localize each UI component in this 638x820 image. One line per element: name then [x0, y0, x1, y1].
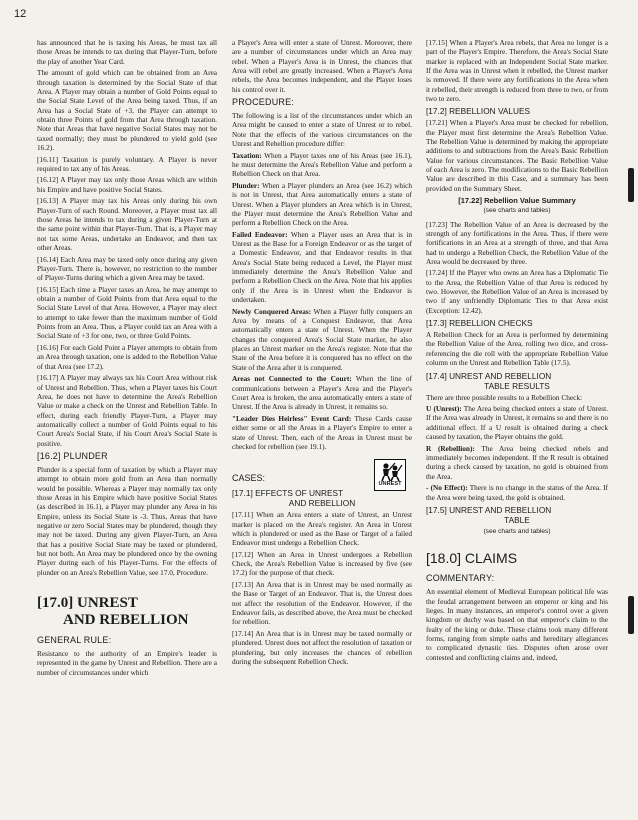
run-in-heading: U (Unrest): — [426, 404, 462, 414]
chapter-heading-line: AND REBELLION — [63, 612, 189, 629]
paragraph — [232, 414, 412, 451]
paragraph: An essential element of Medieval European political life was the feudal arrangement between an emperor or king and his lieges. In many instances, an emperor's control over a given kingdom or duchy was based on that emperor's claim to the fealty of the king or duke. These claims took many different forms, ranging from simple oaths and hereditary allegiances to complicated dynastic ties. Disputes often arose over contested and conflicting claims and, indeed, — [426, 587, 608, 662]
paragraph: [16.13] A Player may tax his Areas only during his own Player-Turn of each Round. Moreover, a Player must tax all those Areas he intends to tax during a given Player-Turn at the same point within that Player-Turn. That is, a Player may not tax some Areas, undertake an Endeavor, and then tax other Areas. — [37, 196, 217, 252]
paragraph: A Rebellion Check for an Area is performed by determining the Rebellion Value of the Area, rolling two dice, and cross-referencing the die roll with the appropriate Rebellion Value column on the Unrest and Rebellion Table (17.5). — [426, 330, 608, 368]
paragraph: has announced that he is taxing his Areas, he must tax all those Areas he intends to tax during that Player-Turn, before the play of another Year Card. — [37, 38, 217, 66]
paragraph — [232, 230, 412, 305]
paragraph: [16.14] Each Area may be taxed only once during any given Player-Turn. There is, however, no restriction to the number of Player-Turns during which a given Area may be taxed. — [37, 254, 217, 283]
summary-reference: (see charts and tables) — [483, 207, 551, 215]
case-heading-line: TABLE — [504, 514, 530, 525]
paragraph: [17.12] When an Area in Unrest undergoes a Rebellion Check, the Area's Rebellion Value is increased by five (see 17.2) for the purpose of that check. — [232, 549, 412, 578]
procedure-heading: PROCEDURE: — [232, 97, 295, 108]
paragraph-text: When a Player uses an Area that is in Unrest as the Base for a Foreign Endeavor or as the target of a Domestic Endeavor, and that Endeavor results in that Area's Social State being reduced a Level, the Player must immediately determine the Area's Rebellion Value and perform a Rebellion Check on the Area. Note that his applies only if the Area is in Unrest when the Endeavor is undertaken. — [232, 229, 412, 305]
paragraph — [426, 404, 608, 441]
run-in-heading: Newly Conquered Areas: — [232, 306, 312, 316]
run-in-heading: Failed Endeavor: — [232, 229, 288, 239]
case-heading-results — [426, 371, 608, 391]
case-heading-values: [17.2] REBELLION VALUES — [426, 106, 531, 117]
paragraph-text: These Cards cause either some or all the Areas in a Player's Empire to enter a state of Unrest. Then, each of the Areas in Unrest must be checked for rebellion (see 19.1). — [232, 413, 412, 451]
cases-heading: CASES: — [232, 472, 266, 483]
paragraph-text: When a Player fully conquers an Area by means of a Conquest Endeavor, that Area automatically enters a state of Unrest. When the Player changes the conquered Area's Social State marker, he also places an Unrest marker on the Area's register. Note that the State of the Area before it is conquered has no effect on the State of the Area after it is conquered. — [232, 306, 412, 372]
paragraph-text: The Area being checked enters a state of Unrest. If the Area was already in Unrest, it remains so and there is no additional effect. If a U result is obtained during a check caused by taxation, the Player obtains the gold. — [426, 404, 608, 442]
case-heading-line: TABLE RESULTS — [484, 380, 550, 391]
paragraph: [17.14] An Area that is in Unrest may be taxed normally or plundered. Unrest does not affect the resolution of taxation or plundering, but only increases the chances of rebellion during the subsequent Rebellion Check. — [232, 628, 412, 666]
case-heading-line: [17.1] EFFECTS OF UNREST — [232, 488, 344, 499]
unrest-marker-icon — [374, 459, 406, 491]
paragraph: [17.24] If the Player who owns an Area has a Diplomatic Tie to the Area, the Rebellion Value of that Area is reduced by two. However, the Rebellion Value of an Area is increased by two if any unfriendly Diplomatic Ties to that Area exist (Exception: 12.42). — [426, 268, 608, 315]
paragraph: [16.17] A Player may always tax his Court Area without risk of Unrest and Rebellion. Thus, when a Player taxes his Court Area, he does not have to determine the Area's Rebellion Value or make a check on the Unrest and Rebellion Table. In effect, during each friendly Player-Turn, a Player may automatically collect a number of Gold Points equal to his Court Area's Social State, if his Court Area's Social State is positive. — [37, 373, 217, 448]
paragraph: There are three possible results to a Rebellion Check: — [426, 392, 583, 402]
paragraph: [16.12] A Player may tax only those Areas which are within his Empire and have positive Social States. — [37, 175, 217, 194]
paragraph — [426, 444, 608, 481]
run-in-heading: "Leader Dies Heirless" Event Card: — [232, 413, 352, 423]
summary-heading: [17.22] Rebellion Value Summary — [458, 196, 576, 206]
case-heading-line: AND REBELLION — [288, 498, 356, 509]
paragraph: a Player's Area will enter a state of Unrest. Moreover, there are a number of circumstances under which an Area may rebel. When a Player's Area is in Unrest, the chances that Area will rebel are greatly increased. When a Player's Area rebels, the Area becomes independent, and the Player loses his control over it. — [232, 38, 412, 94]
paragraph-text: The Area being checked rebels and immediately becomes independent. If the R result is obtained during a check caused by taxation, no gold is obtained from the Area. — [426, 443, 608, 481]
cases-row — [232, 459, 412, 485]
chapter-heading-claims: [18.0] CLAIMS — [426, 550, 518, 567]
paragraph: [17.23] The Rebellion Value of an Area is decreased by the strength of any fortifications in the Area. Thus, if there were fortifications in an Area at a strength of three, and that Area had to undergo a Rebellion Check, the Rebellion Value of the Area would be decreased by three. — [426, 219, 608, 266]
paragraph-text: When a Player taxes one of his Areas (see 16.1), he must determine the Area's Rebellion Value and perform a Rebellion Check on that Area. — [232, 150, 412, 179]
case-heading-checks: [17.3] REBELLION CHECKS — [426, 318, 533, 329]
paragraph: Plunder is a special form of taxation by which a Player may attempt to obtain more gold from an Area than normally would be possible. Whereas a Player may normally tax only those Areas in his Empire which have positive Social States (as described in 16.1), a Player may plunder any Area in his Empire, unless its Social State is -3. Thus, Areas that have negative or zero Social States may be plundered, though they may not be taxed. During any given Player-Turn, an Area that has a positive Social State may be taxed or plundered, but not both. An Area may be plundered once by the owning Player during each of his Player-Turns. For the effects of plunder on an Area's Rebellion Value, see 17.0, Procedure. — [37, 464, 217, 577]
page-edge-mark — [628, 596, 634, 634]
paragraph: Resistance to the authority of an Empire's leader is represented in the game by Unrest and Rebellion. There are a number of circumstances under which — [37, 649, 217, 677]
table-reference: (see charts and tables) — [483, 527, 551, 535]
paragraph: [17.13] An Area that is in Unrest may be used normally as the Base or Target of an Endeavor. That is, the Unrest does not affect the resolution of the Endeavor. However, if the Endeavor fails, as described above, the Area must be checked for rebellion. — [232, 580, 412, 627]
chapter-heading-line: [17.0] UNREST — [37, 595, 138, 612]
paragraph — [232, 374, 412, 411]
run-in-heading: R (Rebellion): — [426, 443, 475, 453]
unrest-marker-label: UNREST — [378, 480, 402, 487]
paragraph: The amount of gold which can be obtained from an Area through taxation is determined by the Social State of that Area. A Player may obtain a number of Gold Points equal to the Social State Level of the Area being taxed. Thus, if an Area has a Social State of +3, the Player can attempt to obtain three Points of gold from that Area through taxation. Note that Areas that have negative Social States may not be taxed normally; they must be plundered to yield gold (see 16.2). — [37, 68, 217, 152]
case-heading-table — [426, 505, 608, 525]
paragraph: [16.11] Taxation is purely voluntary. A Player is never required to tax any of his Areas. — [37, 154, 217, 173]
section-heading-plunder: [16.2] PLUNDER — [37, 450, 108, 461]
run-in-heading: Areas not Connected to the Court: — [232, 374, 352, 384]
commentary-heading: COMMENTARY: — [426, 573, 495, 584]
case-heading-line: [17.4] UNREST AND REBELLION — [426, 370, 552, 381]
chapter-heading-unrest — [37, 595, 217, 629]
page-edge-mark — [628, 168, 634, 202]
case-heading-effects — [232, 488, 412, 508]
run-in-heading: Taxation: — [232, 150, 262, 160]
paragraph — [232, 181, 412, 228]
paragraph: [17.15] When a Player's Area rebels, that Area no longer is a part of the Player's Empire. Therefore, the Area's Social State marker is replaced with an Independent Social State marker. If the Area was in Unrest when it rebelled, the Unrest marker is removed. If there were any fortifications in the Area when it rebelled, their strength is reduced from three to two, or from two to zero. — [426, 38, 608, 104]
paragraph: [17.21] When a Player's Area must be checked for rebellion, the Player must first determine the Area's Rebellion Value. The Rebellion Value is determined by making the appropriate additions to and subtractions from the Area's Basic Rebellion Value for various circumstances. The Basic Rebellion Value of each Area is zero. The modifications to the Basic Rebellion Value are described in this Case, and a summary has been provided on the Summary Sheet. — [426, 118, 608, 193]
paragraph: The following is a list of the circumstances under which an Area might be caused to enter a state of Unrest or to rebel. Note that the effects of the various circumstances on the Unrest and Rebellion procedure differ: — [232, 111, 412, 149]
run-in-heading: Plunder: — [232, 180, 260, 190]
paragraph — [232, 151, 412, 179]
general-rule-heading: GENERAL RULE: — [37, 635, 112, 646]
paragraph — [232, 307, 412, 372]
paragraph-text: When the line of communications between a Player's Area and the Player's Court Area is broken, the area automatically enters a state of Unrest. If the Area is already in Unrest, it remains so. — [232, 374, 412, 412]
paragraph — [426, 483, 608, 502]
paragraph: [17.11] When an Area enters a state of Unrest, an Unrest marker is placed on the Area's register. An Area in Unrest which is plundered or used as the Base or Target of a failed Endeavor must undergo a Rebellion Check. — [232, 510, 412, 548]
paragraph: [16.15] Each time a Player taxes an Area, he may attempt to obtain a number of Gold Points from that Area equal to the Social State Level of that Area. However, a Player may elect to attempt to take fewer than the maximum number of Gold Points from an Area. Thus, a Player could tax an Area with a Social State of +3 for one, two, or three Gold Points. — [37, 284, 217, 341]
case-heading-line: [17.5] UNREST AND REBELLION — [426, 504, 552, 515]
text-column-right — [426, 38, 608, 664]
paragraph-text: When a Player plunders an Area (see 16.2) which is not in Unrest, that Area automatically enters a state of Unrest. When a Player plunders an Area which is in Unrest, the Player must determine the Area's Rebellion Value and perform a Rebellion Check on the Area. — [232, 180, 412, 228]
paragraph: [16.16] For each Gold Point a Player attempts to obtain from an Area through taxation, one is added to the Rebellion Value of that Area (see 17.2). — [37, 342, 217, 371]
text-column-middle — [232, 38, 412, 668]
run-in-heading: - (No Effect): — [426, 483, 468, 493]
paragraph-text: There is no change in the status of the Area. If the Area were being taxed, the gold is obtained. — [426, 483, 609, 502]
text-column-left — [37, 38, 217, 679]
page-number: 12 — [14, 8, 27, 20]
